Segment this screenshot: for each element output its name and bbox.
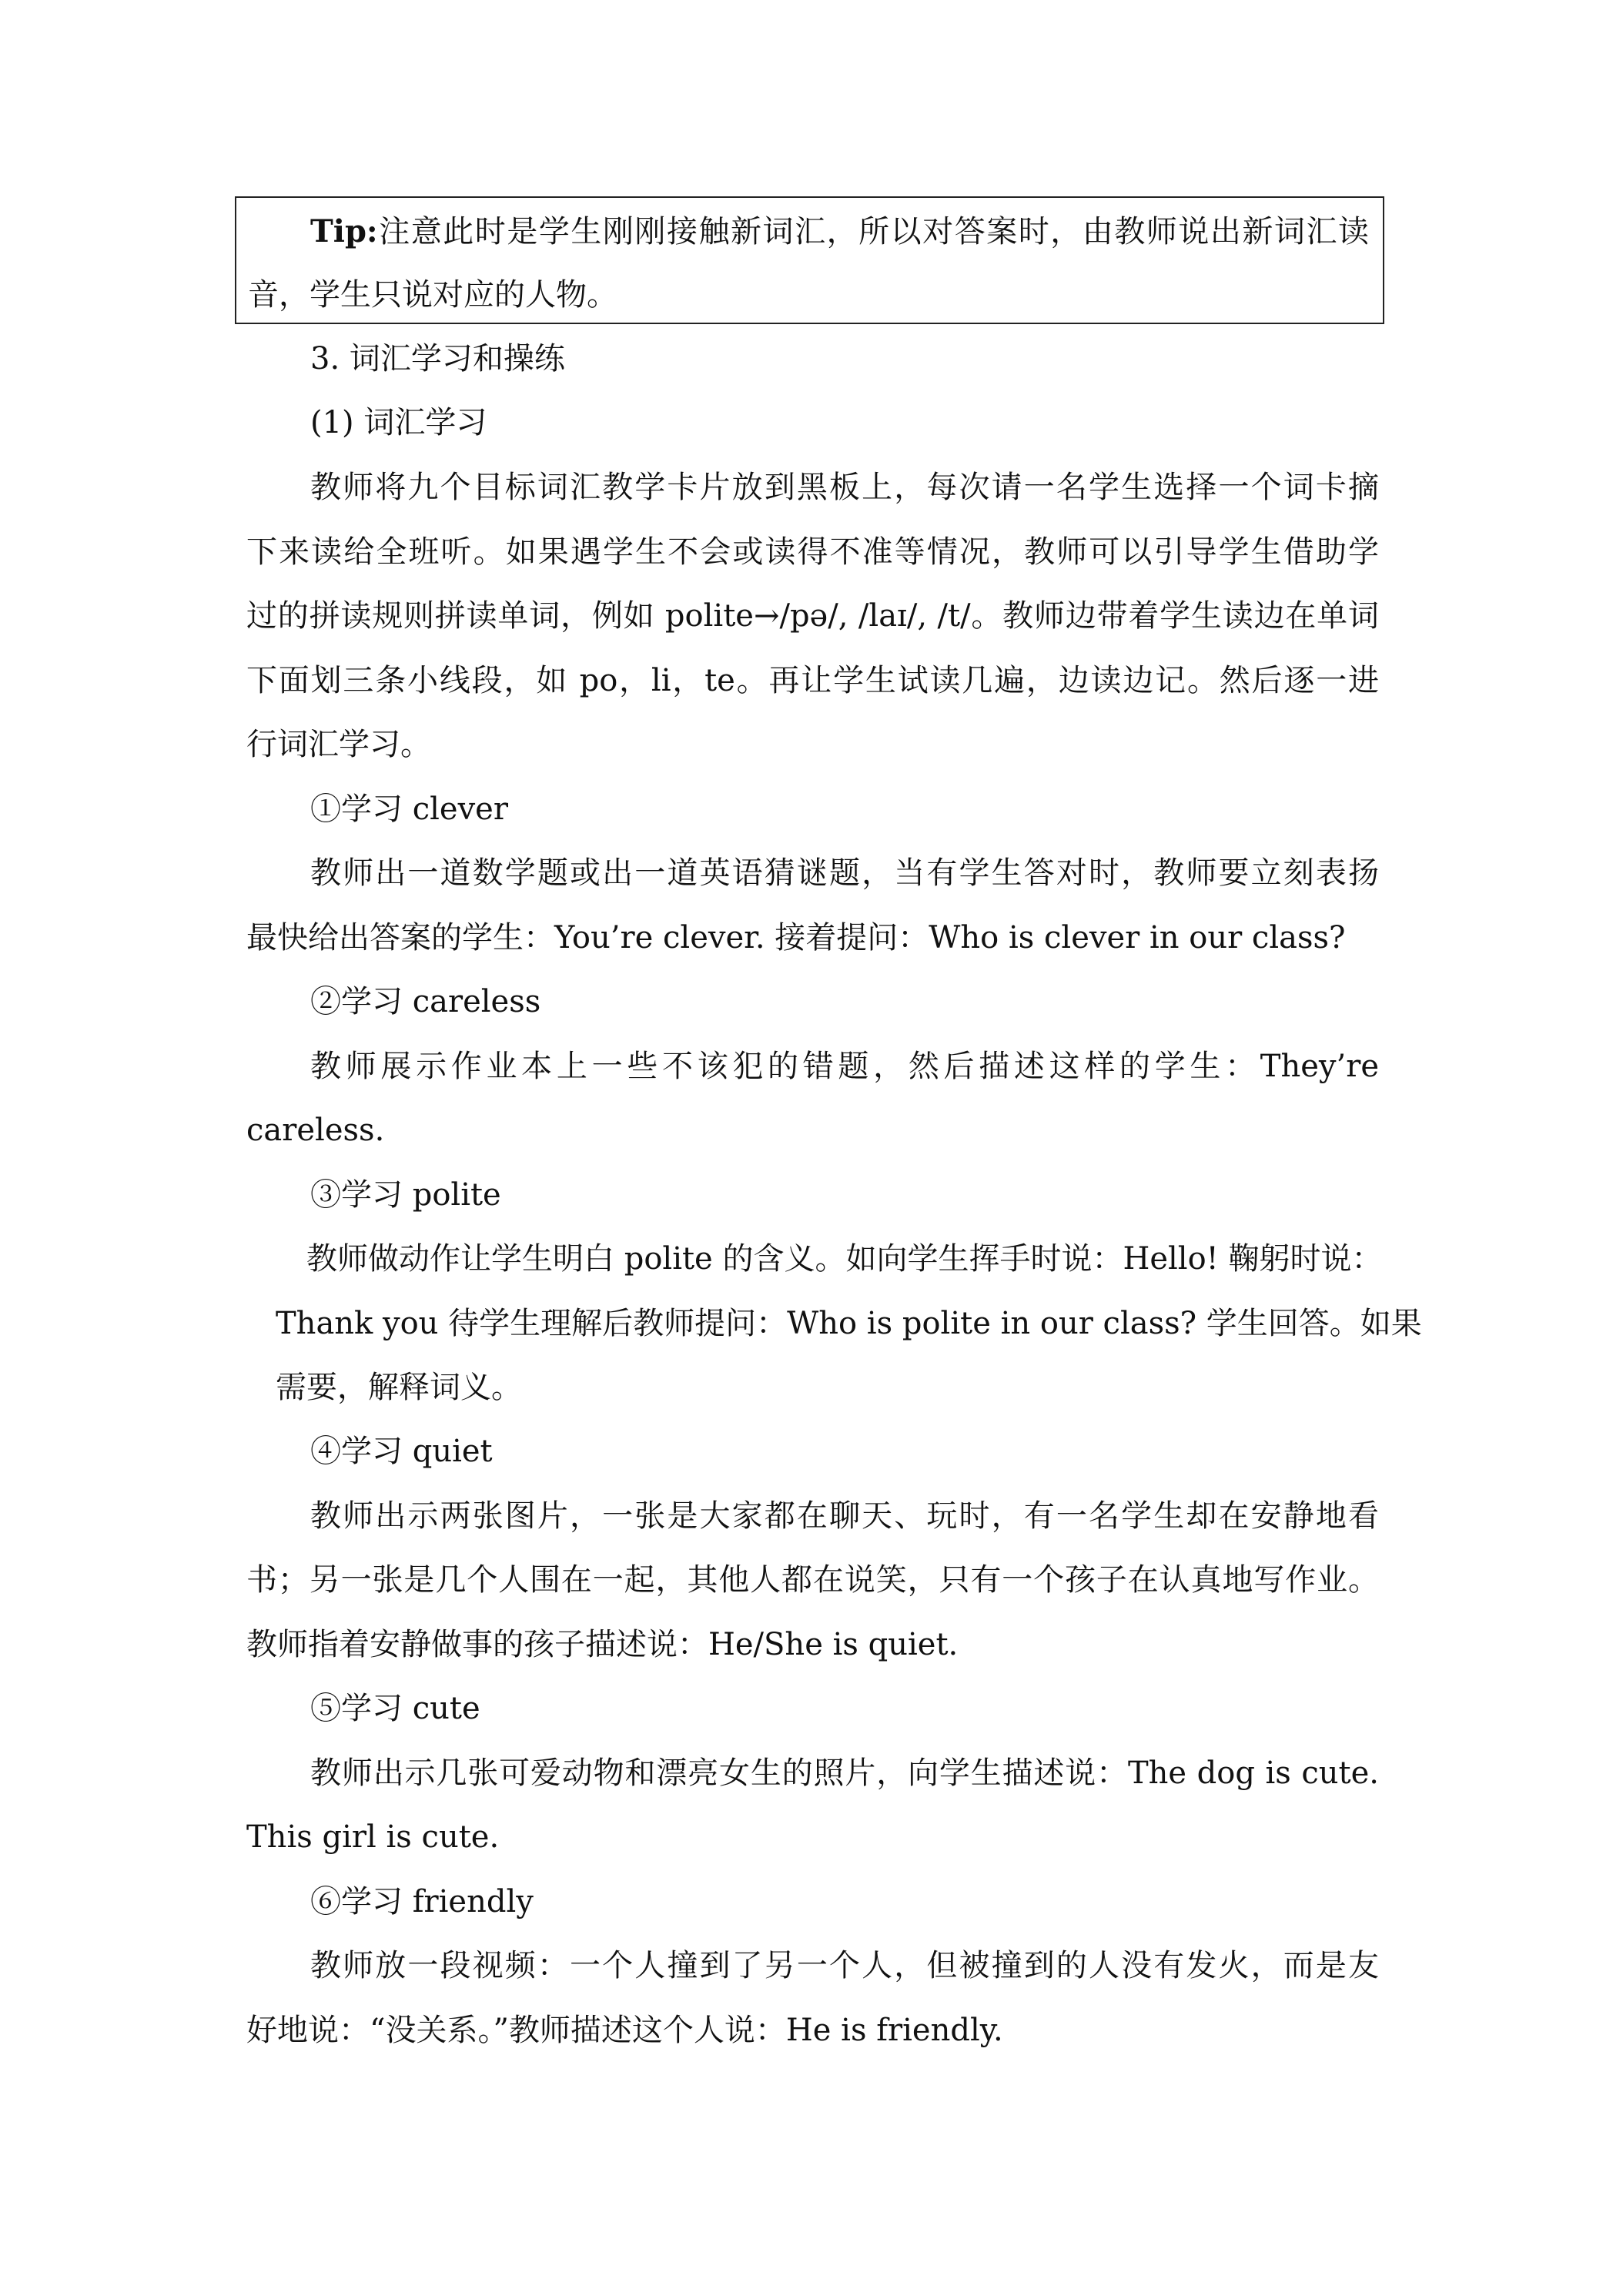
tip-label: Tip: (310, 213, 378, 249)
item-friendly-line-1: 教师放一段视频：一个人撞到了另一个人，但被撞到的人没有发火，而是友 (310, 1948, 1379, 1983)
tip-text-1: 注意此时是学生刚刚接触新词汇，所以对答案时，由教师说出新词汇读 (377, 214, 1369, 249)
item-quiet-line-2: 书；另一张是几个人围在一起，其他人都在说笑，只有一个孩子在认真地写作业。 (246, 1562, 1379, 1598)
item-friendly-heading: ⑥学习 friendly (310, 1884, 534, 1919)
item-cute-line-2: This girl is cute. (246, 1819, 500, 1855)
item-clever-line-1: 教师出一道数学题或出一道英语猜谜题，当有学生答对时，教师要立刻表扬 (310, 855, 1379, 891)
item-polite-line-2: Thank you 待学生理解后教师提问：Who is polite in our class? 学生回答。如果 (276, 1306, 1422, 1341)
item-careless-line-1: 教师展示作业本上一些不该犯的错题，然后描述这样的学生：They’re (310, 1049, 1379, 1084)
item-quiet-line-3: 教师指着安静做事的孩子描述说：He/She is quiet. (246, 1627, 959, 1662)
item-careless-line-2: careless. (246, 1113, 385, 1148)
item-cute-line-1: 教师出示几张可爱动物和漂亮女生的照片，向学生描述说：The dog is cute. (310, 1755, 1379, 1791)
item-polite-line-1: 教师做动作让学生明白 polite 的含义。如向学生挥手时说：Hello! 鞠躬时说： (306, 1241, 1383, 1277)
item-quiet-heading: ④学习 quiet (310, 1434, 493, 1469)
subsection-heading: (1) 词汇学习 (310, 405, 487, 440)
item-polite-line-3: 需要，解释词义。 (276, 1370, 522, 1405)
item-cute-heading: ⑤学习 cute (310, 1691, 480, 1726)
item-polite-heading: ③学习 polite (310, 1177, 501, 1213)
intro-line-2: 下来读给全班听。如果遇学生不会或读得不准等情况，教师可以引导学生借助学 (246, 534, 1379, 570)
tip-line-2: 音，学生只说对应的人物。 (248, 277, 617, 313)
item-friendly-line-2: 好地说：“没关系。”教师描述这个人说：He is friendly. (246, 2013, 1003, 2048)
item-careless-heading: ②学习 careless (310, 984, 541, 1019)
intro-line-5: 行词汇学习。 (246, 727, 431, 762)
intro-line-4: 下面划三条小线段，如 po，li，te。再让学生试读几遍，边读边记。然后逐一进 (246, 663, 1379, 698)
item-clever-line-2: 最快给出答案的学生：You’re clever. 接着提问：Who is clever in our class? (246, 920, 1346, 956)
intro-line-3: 过的拼读规则拼读单词，例如 polite→/pə/, /laɪ/, /t/。教师边带着学生读边在单词 (246, 598, 1379, 634)
intro-line-1: 教师将九个目标词汇教学卡片放到黑板上，每次请一名学生选择一个词卡摘 (310, 470, 1379, 505)
section-heading: 3. 词汇学习和操练 (310, 341, 565, 377)
tip-line-1 (310, 210, 1369, 253)
item-clever-heading: ①学习 clever (310, 792, 508, 827)
item-quiet-line-1: 教师出示两张图片，一张是大家都在聊天、玩时，有一名学生却在安静地看 (310, 1498, 1379, 1534)
